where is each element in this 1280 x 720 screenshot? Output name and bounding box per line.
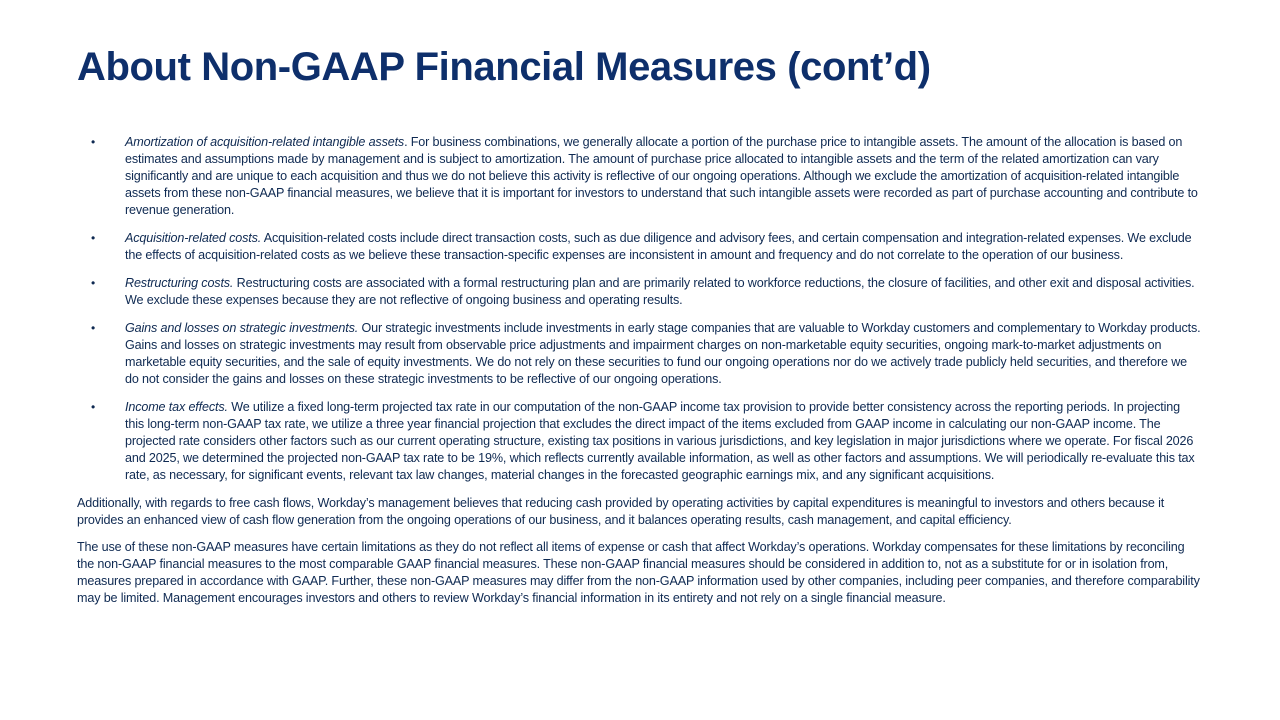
- bullet-text: Acquisition-related costs include direct transaction costs, such as due diligence and advisory fees, and certain compensation and integration-related expenses. We exclude the effects of acquisition-related costs as we believe these transaction-specific expenses are inconsistent in amount and frequency and do not correlate to the operation of our business.: [125, 231, 1192, 262]
- bullet-text: . For business combinations, we generally allocate a portion of the purchase price to intangible assets. The amount of the allocation is based on estimates and assumptions made by management and is subject to amortization. The amount of purchase price allocated to intangible assets and the term of the related amortization can vary significantly and are unique to each acquisition and thus we do not believe this activity is reflective of our ongoing operations. Although we exclude the amortization of acquisition-related intangible assets from these non-GAAP financial measures, we believe that it is important for investors to understand that such intangible assets were recorded as part of purchase accounting and contribute to revenue generation.: [125, 135, 1198, 217]
- bullet-term: Restructuring costs.: [125, 276, 234, 290]
- bullet-item-restructuring: [77, 275, 1201, 309]
- bullet-text: We utilize a fixed long-term projected tax rate in our computation of the non-GAAP income tax provision to provide better consistency across the reporting periods. In projecting this long-term non-GAAP tax rate, we utilize a three year financial projection that excludes the direct impact of the items excluded from GAAP income in calculating our non-GAAP income. The projected rate considers other factors such as our current operating structure, existing tax positions in various jurisdictions, and key legislation in major jurisdictions where we operate. For fiscal 2026 and 2025, we determined the projected non-GAAP tax rate to be 19%, which reflects currently available information, as well as other factors and assumptions. We will periodically re-evaluate this tax rate, as necessary, for significant events, relevant tax law changes, material changes in the forecasted geographic earnings mix, and any significant acquisitions.: [125, 400, 1195, 482]
- bullet-term: Income tax effects.: [125, 400, 228, 414]
- bullet-dot-icon: •: [91, 321, 96, 335]
- bullet-term: Gains and losses on strategic investments.: [125, 321, 359, 335]
- slide-body: [77, 134, 1201, 617]
- bullet-dot-icon: •: [91, 135, 96, 149]
- bullet-term: Acquisition-related costs.: [125, 231, 262, 245]
- bullet-item-strategic-investments: [77, 320, 1201, 388]
- limitations-paragraph: The use of these non-GAAP measures have certain limitations as they do not reflect all items of expense or cash that affect Workday’s operations. Workday compensates for these limitations by reconciling the non-GAAP financial measures to the most comparable GAAP financial measures. These non-GAAP financial measures should be considered in addition to, not as a substitute for or in isolation from, measures prepared in accordance with GAAP. Further, these non-GAAP measures may differ from the non-GAAP information used by other companies, including peer companies, and therefore comparability may be limited. Management encourages investors and others to review Workday’s financial information in its entirety and not rely on a single financial measure.: [77, 540, 1200, 605]
- bullet-dot-icon: •: [91, 231, 96, 245]
- bullet-list: [77, 134, 1201, 484]
- bullet-item-acquisition-costs: [77, 230, 1201, 264]
- bullet-item-amortization: [77, 134, 1201, 219]
- bullet-term: Amortization of acquisition-related intangible assets: [125, 135, 405, 149]
- bullet-text: Our strategic investments include investments in early stage companies that are valuable to Workday customers and complementary to Workday products. Gains and losses on strategic investments may result from observable price adjustments and impairment charges on non-marketable equity securities, ongoing mark-to-market adjustments on marketable equity securities, and the sale of equity investments. We do not rely on these securities to fund our ongoing operations nor do we actively trade publicly held securities, and therefore we do not consider the gains and losses on these strategic investments to be reflective of our ongoing operations.: [125, 321, 1201, 386]
- free-cash-flow-paragraph: Additionally, with regards to free cash flows, Workday’s management believes that reducing cash provided by operating activities by capital expenditures is meaningful to investors and others because it provides an enhanced view of cash flow generation from the ongoing operations of our business, and it balances operating results, cash management, and capital efficiency.: [77, 496, 1165, 527]
- bullet-dot-icon: •: [91, 276, 96, 290]
- bullet-dot-icon: •: [91, 400, 96, 414]
- bullet-text: Restructuring costs are associated with a formal restructuring plan and are primarily related to workforce reductions, the closure of facilities, and other exit and disposal activities. We exclude these expenses because they are not reflective of ongoing business and operating results.: [125, 276, 1195, 307]
- page-title: About Non-GAAP Financial Measures (cont’d): [77, 45, 931, 89]
- bullet-item-income-tax: [77, 399, 1201, 484]
